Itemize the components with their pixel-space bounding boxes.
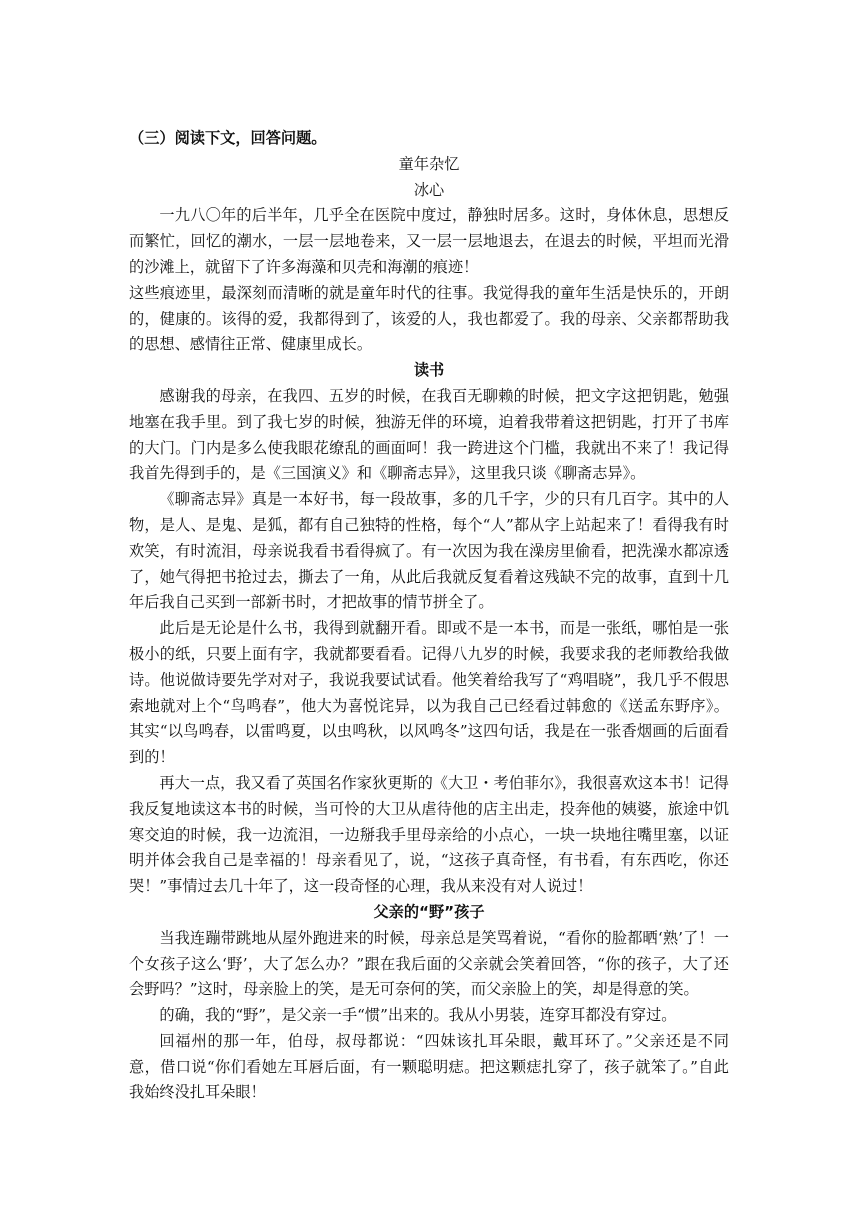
section-heading-reading: 读书 <box>413 361 445 380</box>
body-paragraph: 《聊斋志异》真是一本好书，每一段故事，多的几千字，少的只有几百字。其中的人物，是人、是鬼、是狐，都有自己独特的性格，每个“人”都从字上站起来了！看得我有时欢笑，有时流泪，母亲说我看书看得疯了。有一次因为我在澡房里偷看，把洗澡水都凉透了，她气得把书抢过去，撕去了一角，从此后我就反复看着这残缺不完的故事，直到十几年后我自己买到一部新书时，才把故事的情节拼全了。 <box>129 490 729 612</box>
body-paragraph: 当我连蹦带跳地从屋外跑进来的时候，母亲总是笑骂着说，“看你的脸都晒‘熟’了！一个女孩子这么‘野’，大了怎么办？”跟在我后面的父亲就会笑着回答，“你的孩子，大了还会野吗？”这时，母亲脸上的笑，是无可奈何的笑，而父亲脸上的笑，却是得意的笑。 <box>129 928 729 999</box>
question-header: （三）阅读下文，回答问题。 <box>129 129 327 147</box>
intro-paragraph: 一九八〇年的后半年，几乎全在医院中度过，静独时居多。这时，身体休息，思想反而繁忙，回忆的潮水，一层一层地卷来，又一层一层地退去，在退去的时候，平坦而光滑的沙滩上，就留下了许多海藻和贝壳和海潮的痕迹！ <box>129 206 729 276</box>
section-heading-wild-child: 父亲的“野”孩子 <box>373 902 485 921</box>
body-paragraph: 的确，我的“野”，是父亲一手“惯”出来的。我从小男装，连穿耳都没有穿过。 <box>159 1006 677 1025</box>
body-paragraph: 此后是无论是什么书，我得到就翻开看。即或不是一本书，而是一张纸，哪怕是一张极小的纸，只要上面有字，我就都要看看。记得八九岁的时候，我要求我的老师教给我做诗。他说做诗要先学对对子，我说我要试试看。他笑着给我写了“鸡唱晓”，我几乎不假思索地就对上个“鸟鸣春”，他大为喜悦诧异，以为我自己已经看过韩愈的《送孟东野序》。其实“以鸟鸣春，以雷鸣夏，以虫鸣秋，以风鸣冬”这四句话，我是在一张香烟画的后面看到的！ <box>129 619 729 767</box>
article-title: 童年杂忆 <box>398 154 460 173</box>
body-paragraph: 再大一点，我又看了英国名作家狄更斯的《大卫・考伯菲尔》，我很喜欢这本书！记得我反复地读这本书的时候，当可怜的大卫从虐待他的店主出走，投奔他的姨婆，旅途中饥寒交迫的时候，我一边流泪，一边掰我手里母亲给的小点心，一块一块地往嘴里塞，以证明并体会我自己是幸福的！母亲看见了，说，“这孩子真奇怪，有书看，有东西吃，你还哭！”事情过去几十年了，这一段奇怪的心理，我从来没有对人说过！ <box>129 773 729 896</box>
intro-paragraph: 这些痕迹里，最深刻而清晰的就是童年时代的往事。我觉得我的童年生活是快乐的，开朗的，健康的。该得的爱，我都得到了，该爱的人，我也都爱了。我的母亲、父亲都帮助我的思想、感情往正常、健康里成长。 <box>129 283 729 354</box>
body-paragraph: 回福州的那一年，伯母，叔母都说：“四妹该扎耳朵眼，戴耳环了。”父亲还是不同意，借口说“你们看她左耳唇后面，有一颗聪明痣。把这颗痣扎穿了，孩子就笨了。”自此我始终没扎耳朵眼！ <box>129 1031 729 1102</box>
body-paragraph: 感谢我的母亲，在我四、五岁的时候，在我百无聊赖的时候，把文字这把钥匙，勉强地塞在我手里。到了我七岁的时候，独游无伴的环境，迫着我带着这把钥匙，打开了书库的大门。门内是多么使我眼花缭乱的画面呵！我一跨进这个门槛，我就出不来了！我记得我首先得到手的，是《三国演义》和《聊斋志异》，这里我只谈《聊斋志异》。 <box>129 386 729 483</box>
document-page <box>129 126 729 1106</box>
article-author: 冰心 <box>413 180 445 199</box>
